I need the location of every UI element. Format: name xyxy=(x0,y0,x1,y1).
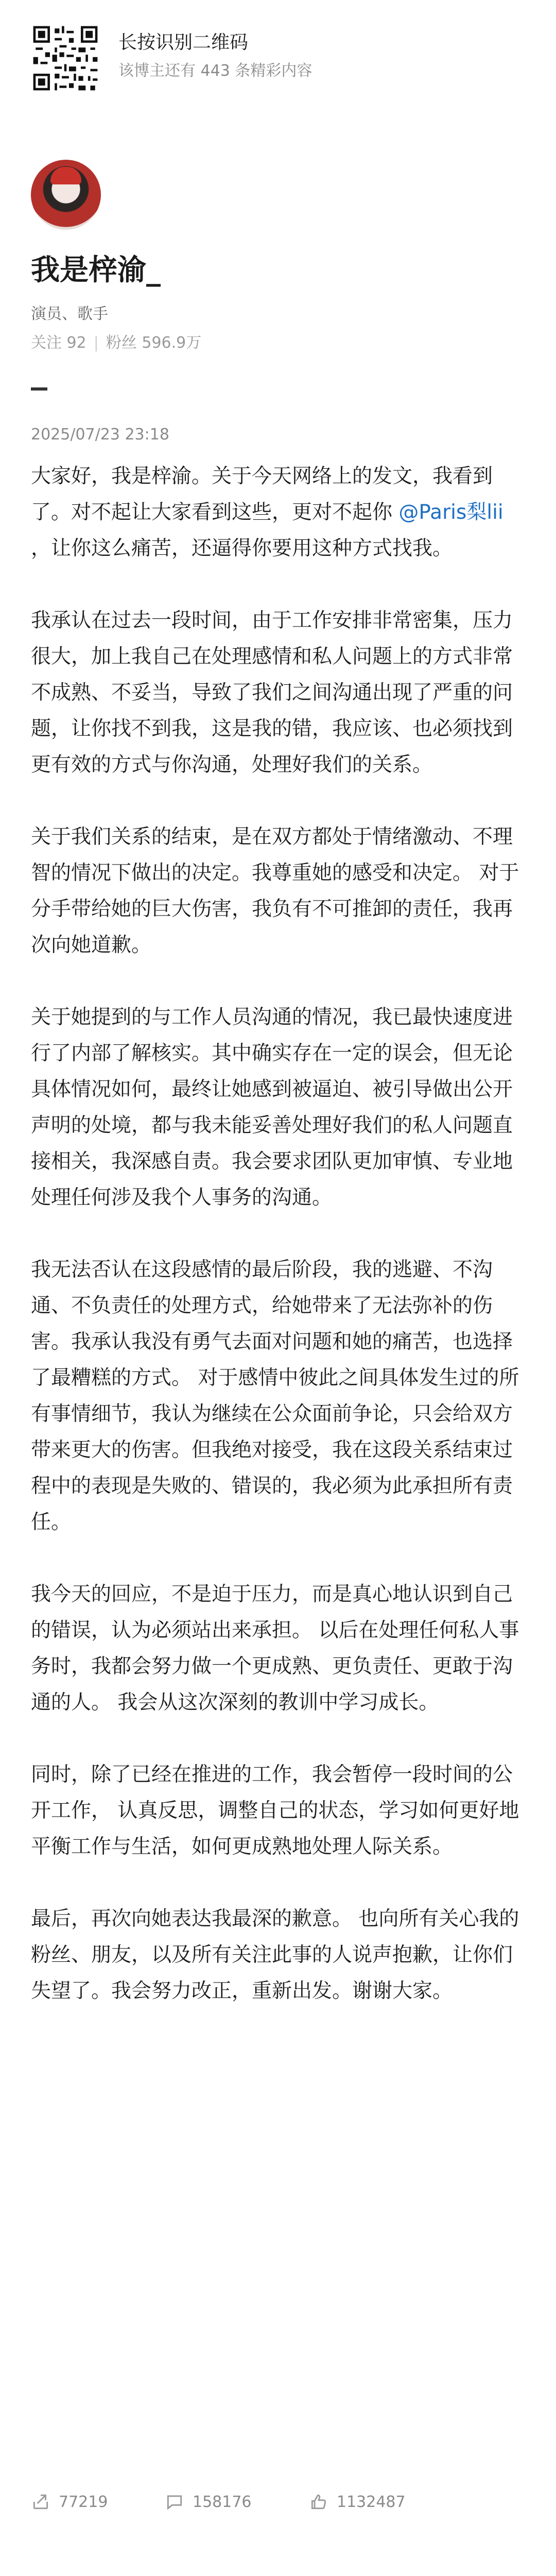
post-content xyxy=(31,459,525,2045)
follow-stats: 关注 92 | 粉丝 596.9万 xyxy=(31,334,202,352)
share-icon xyxy=(31,2492,50,2512)
user-role: 演员、歌手 xyxy=(31,305,108,323)
followers-count[interactable]: 粉丝 596.9万 xyxy=(106,334,202,352)
share-count: 77219 xyxy=(59,2493,108,2511)
avatar[interactable] xyxy=(31,160,101,230)
banner-subtitle: 该博主还有 443 条精彩内容 xyxy=(118,62,312,80)
share-button[interactable] xyxy=(31,2486,108,2517)
banner-title: 长按识别二维码 xyxy=(118,32,249,53)
paragraph-4: 关于她提到的与工作人员沟通的情况，我已最快速度进行了内部了解核实。其中确实存在一定的误会，但无论具体情况如何，最终让她感到被逼迫、被引导做出公开声明的处境，都与我未能妥善处理好我们的私人问题直接相关，我深感自责。我会要求团队更加审慎、专业地处理任何涉及我个人事务的沟通。 xyxy=(31,1006,513,1209)
divider xyxy=(31,387,47,391)
paragraph-7: 同时，除了已经在推进的工作，我会暂停一段时间的公开工作， 认真反思，调整自己的状态，学习如何更好地平衡工作与生活，如何更成熟地处理人际关系。 xyxy=(31,1763,519,1858)
user-mention-link[interactable]: @Paris梨lii xyxy=(398,501,503,524)
username[interactable]: 我是梓渝_ xyxy=(31,253,161,287)
paragraph-8: 最后，再次向她表达我最深的歉意。 也向所有关心我的粉丝、朋友，以及所有关注此事的人说声抱歉，让你们失望了。我会努力改正，重新出发。谢谢大家。 xyxy=(31,1907,519,2003)
paragraph-2: 我承认在过去一段时间，由于工作安排非常密集，压力很大，加上我自己在处理感情和私人问题上的方式非常不成熟、不妥当，导致了我们之间沟通出现了严重的问题，让你找不到我，这是我的错，我应该、也必须找到更有效的方式与你沟通，处理好我们的关系。 xyxy=(31,609,513,776)
paragraph-1-text: 大家好，我是梓渝。关于今天网络上的发文，我看到了。对不起让大家看到这些，更对不起你 xyxy=(31,465,493,524)
top-banner xyxy=(0,0,556,124)
paragraph-3: 关于我们关系的结束，是在双方都处于情绪激动、不理智的情况下做出的决定。我尊重她的感受和决定。 对于分手带给她的巨大伤害，我负有不可推卸的责任，我再次向她道歉。 xyxy=(31,825,519,957)
paragraph-6: 我今天的回应，不是迫于压力，而是真心地认识到自己的错误，认为必须站出来承担。 以后在处理任何私人事务时，我都会努力做一个更成熟、更负责任、更敢于沟通的人。 我会从这次深刻的教训中学习成长。 xyxy=(31,1583,519,1714)
post-actions xyxy=(31,2486,525,2517)
comment-button[interactable] xyxy=(165,2486,252,2517)
qr-code-icon[interactable] xyxy=(31,24,100,93)
paragraph-1 xyxy=(31,459,525,567)
post-timestamp: 2025/07/23 23:18 xyxy=(31,426,169,444)
comment-count: 158176 xyxy=(193,2493,252,2511)
like-button[interactable] xyxy=(309,2486,406,2517)
like-count: 1132487 xyxy=(337,2493,406,2511)
paragraph-1-text-end: ，让你这么痛苦，还逼得你要用这种方式找我。 xyxy=(31,537,453,560)
thumbs-up-icon xyxy=(309,2492,328,2512)
comment-icon xyxy=(165,2492,184,2512)
following-count[interactable]: 关注 92 xyxy=(31,334,86,352)
paragraph-5: 我无法否认在这段感情的最后阶段，我的逃避、不沟通、不负责任的处理方式，给她带来了无法弥补的伤害。我承认我没有勇气去面对问题和她的痛苦，也选择了最糟糕的方式。 对于感情中彼此之间具体发生过的所有事情细节，我认为继续在公众面前争论，只会给双方带来更大的伤害。但我绝对接受，我在这段关系结束过程中的表现是失败的、错误的，我必须为此承担所有责任。 xyxy=(31,1258,519,1534)
